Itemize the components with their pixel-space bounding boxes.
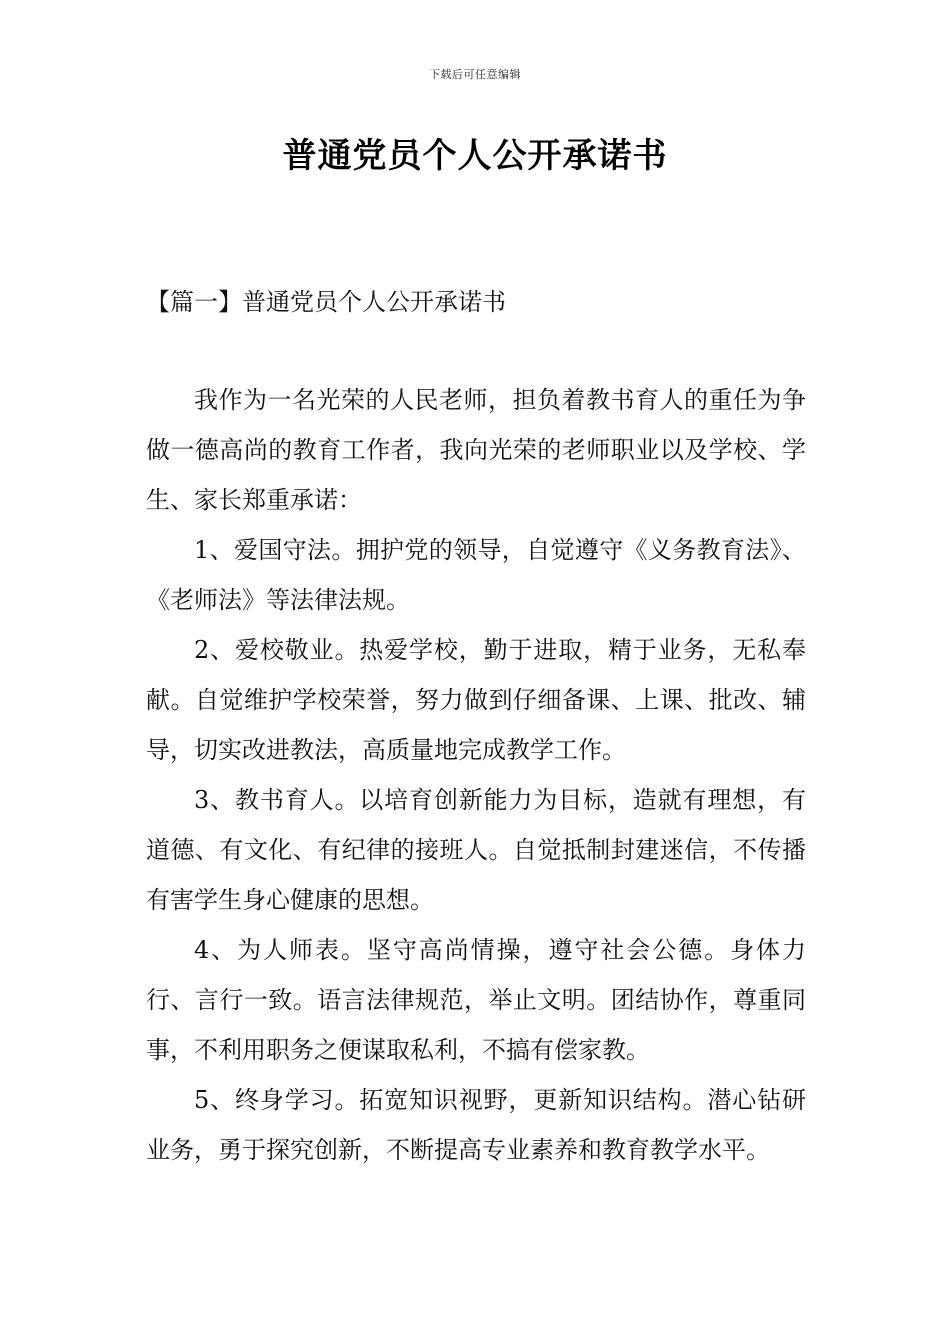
paragraph-item-2: 2、爱校敬业。热爱学校，勤于进取，精于业务，无私奉献。自觉维护学校荣誉，努力做到仔细备课、上课、批改、辅导，切实改进教法，高质量地完成教学工作。 (146, 636, 806, 764)
document-title: 普通党员个人公开承诺书 (282, 136, 668, 176)
document-body (146, 375, 806, 1175)
paragraph-item-4: 4、为人师表。坚守高尚情操，遵守社会公德。身体力行、言行一致。语言法律规范，举止文明。团结协作，尊重同事，不利用职务之便谋取私利，不搞有偿家教。 (146, 936, 806, 1064)
paragraph-intro: 我作为一名光荣的人民老师，担负着教书育人的重任为争做一德高尚的教育工作者，我向光荣的老师职业以及学校、学生、家长郑重承诺： (146, 386, 806, 514)
section-heading: 【篇一】普通党员个人公开承诺书 (146, 288, 506, 316)
header-note: 下载后可任意编辑 (429, 68, 521, 81)
paragraph-item-3: 3、教书育人。以培育创新能力为目标，造就有理想，有道德、有文化、有纪律的接班人。自觉抵制封建迷信，不传播有害学生身心健康的思想。 (146, 786, 806, 914)
paragraph-item-5: 5、终身学习。拓宽知识视野，更新知识结构。潜心钻研业务，勇于探究创新，不断提高专业素养和教育教学水平。 (146, 1086, 806, 1164)
paragraph-item-1: 1、爱国守法。拥护党的领导，自觉遵守《义务教育法》、《老师法》等法律法规。 (146, 536, 806, 614)
